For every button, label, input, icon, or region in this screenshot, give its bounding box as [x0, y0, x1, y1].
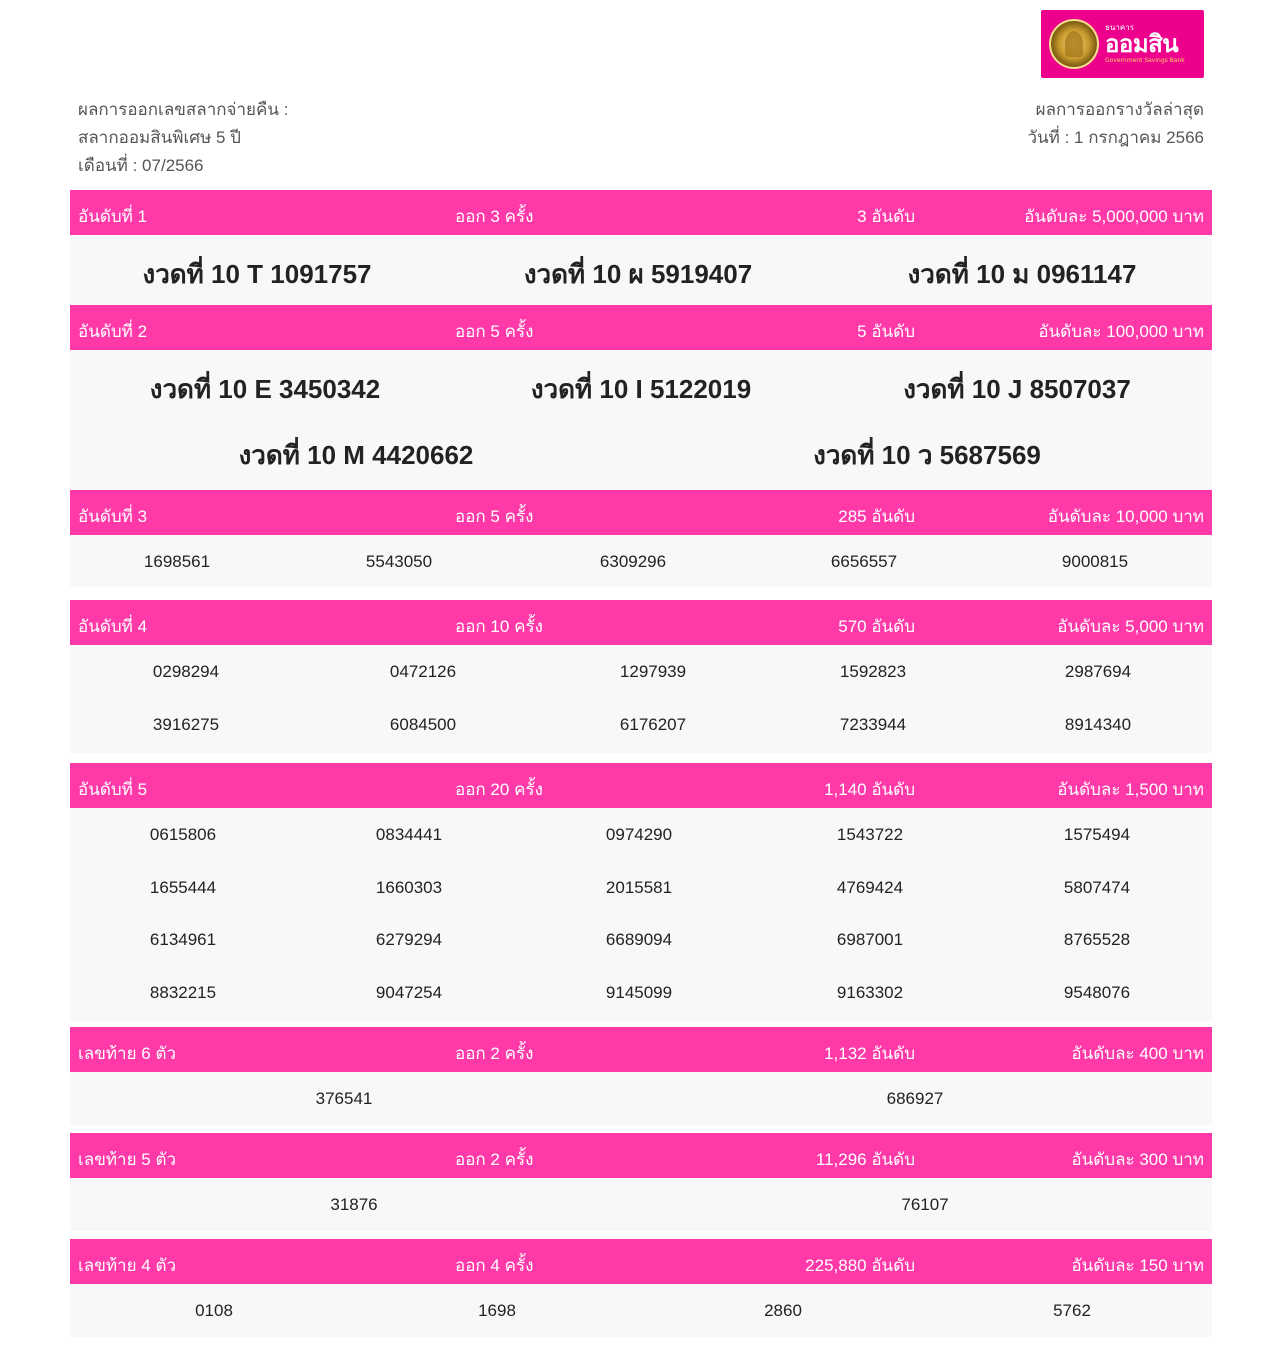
winning-number: 76107 [901, 1194, 949, 1214]
prize-header-bar: อันดับที่ 4 ออก 10 ครั้ง 570 อันดับ อันดับละ 5,000 บาท [70, 600, 1212, 645]
logo-brand-text: ออมสิน [1105, 30, 1179, 58]
winning-number: 6689094 [605, 929, 673, 949]
winning-number: 6987001 [836, 929, 904, 949]
prize-numbers-panel [70, 1072, 1212, 1125]
prize-amount: อันดับละ 1,500 บาท [1057, 780, 1204, 799]
prize-section [70, 190, 1212, 305]
prize-numbers-panel [70, 808, 1212, 1021]
winning-number: 5543050 [365, 551, 433, 571]
winning-number: งวดที่ 10 ผ 5919407 [523, 259, 753, 290]
prize-winner-count: 285 อันดับ [838, 507, 915, 526]
prize-header-bar: อันดับที่ 2 ออก 5 ครั้ง 5 อันดับ อันดับละ 100,000 บาท [70, 305, 1212, 350]
winning-number: งวดที่ 10 E 3450342 [149, 374, 381, 405]
winning-number: 6176207 [619, 714, 687, 734]
prize-amount: อันดับละ 10,000 บาท [1047, 507, 1204, 526]
prize-header-bar: อันดับที่ 3 ออก 5 ครั้ง 285 อันดับ อันดับละ 10,000 บาท [70, 490, 1212, 535]
info-product: สลากออมสินพิเศษ 5 ปี [78, 128, 241, 147]
prize-winner-count: 1,132 อันดับ [824, 1044, 915, 1063]
winning-number: 0472126 [389, 661, 457, 681]
prize-section [70, 1133, 1212, 1231]
prize-section [70, 1239, 1212, 1337]
prize-header-bar: เลขท้าย 6 ตัว ออก 2 ครั้ง 1,132 อันดับ อันดับละ 400 บาท [70, 1027, 1212, 1072]
winning-number: 9163302 [836, 982, 904, 1002]
prize-winner-count: 1,140 อันดับ [824, 780, 915, 799]
prize-numbers-panel [70, 235, 1212, 305]
prize-header-bar: อันดับที่ 5 ออก 20 ครั้ง 1,140 อันดับ อันดับละ 1,500 บาท [70, 763, 1212, 808]
winning-number: 2860 [764, 1300, 802, 1320]
prize-section [70, 1027, 1212, 1125]
winning-number: 4769424 [836, 877, 904, 897]
winning-number: 1297939 [619, 661, 687, 681]
prize-section [70, 305, 1212, 490]
prize-name: อันดับที่ 3 [78, 507, 148, 526]
winning-number: 9548076 [1063, 982, 1131, 1002]
prize-name: อันดับที่ 2 [78, 322, 148, 341]
winning-number: 8765528 [1063, 929, 1131, 949]
winning-number: 6279294 [375, 929, 443, 949]
logo-small-text: ธนาคาร [1105, 23, 1134, 32]
winning-number: 2987694 [1064, 661, 1132, 681]
prize-winner-count: 5 อันดับ [857, 322, 915, 341]
winning-number: งวดที่ 10 I 5122019 [530, 374, 752, 405]
prize-winner-count: 11,296 อันดับ [815, 1150, 915, 1169]
winning-number: 1592823 [839, 661, 907, 681]
winning-number: งวดที่ 10 M 4420662 [238, 440, 474, 471]
prize-amount: อันดับละ 150 บาท [1071, 1256, 1204, 1275]
winning-number: งวดที่ 10 ว 5687569 [813, 440, 1041, 471]
winning-number: 1698561 [143, 551, 211, 571]
winning-number: 8914340 [1064, 714, 1132, 734]
winning-number: 6084500 [389, 714, 457, 734]
winning-number: 1698 [478, 1300, 516, 1320]
winning-number: 6134961 [149, 929, 217, 949]
prize-section [70, 490, 1212, 587]
winning-number: งวดที่ 10 J 8507037 [903, 374, 1131, 405]
prize-numbers-panel [70, 1178, 1212, 1231]
winning-number: งวดที่ 10 ม 0961147 [907, 259, 1137, 290]
prize-amount: อันดับละ 5,000 บาท [1057, 617, 1204, 636]
prize-name: เลขท้าย 4 ตัว [78, 1256, 177, 1275]
winning-number: 2015581 [605, 877, 673, 897]
prize-winner-count: 570 อันดับ [838, 617, 915, 636]
prize-amount: อันดับละ 100,000 บาท [1038, 322, 1204, 341]
latest-result-date: วันที่ : 1 กรกฎาคม 2566 [1027, 128, 1204, 147]
prize-header-bar: เลขท้าย 4 ตัว ออก 4 ครั้ง 225,880 อันดับ อันดับละ 150 บาท [70, 1239, 1212, 1284]
winning-number: 6309296 [599, 551, 667, 571]
winning-number: 31876 [330, 1194, 378, 1214]
prize-numbers-panel [70, 645, 1212, 753]
winning-number: 376541 [315, 1088, 373, 1108]
winning-number: 9145099 [605, 982, 673, 1002]
prize-name: อันดับที่ 4 [78, 617, 148, 636]
info-month: เดือนที่ : 07/2566 [78, 156, 204, 175]
winning-number: 1575494 [1063, 824, 1131, 844]
bank-seal-icon [1049, 19, 1099, 69]
winning-number: 0834441 [375, 824, 443, 844]
prize-section [70, 600, 1212, 753]
winning-number: 0974290 [605, 824, 673, 844]
prize-name: อันดับที่ 1 [78, 207, 148, 226]
winning-number: 0298294 [152, 661, 220, 681]
latest-result-title: ผลการออกรางวัลล่าสุด [1035, 100, 1204, 119]
prize-name: เลขท้าย 5 ตัว [78, 1150, 177, 1169]
winning-number: 1543722 [836, 824, 904, 844]
winning-number: งวดที่ 10 T 1091757 [142, 259, 372, 290]
prize-winner-count: 3 อันดับ [857, 207, 915, 226]
latest-result-info [1027, 96, 1204, 152]
winning-number: 1660303 [375, 877, 443, 897]
prize-numbers-panel [70, 1284, 1212, 1337]
prize-amount: อันดับละ 300 บาท [1071, 1150, 1204, 1169]
winning-number: 0108 [195, 1300, 233, 1320]
lottery-info [78, 96, 288, 180]
prize-numbers-panel [70, 350, 1212, 490]
winning-number: 9000815 [1061, 551, 1129, 571]
prize-name: เลขท้าย 6 ตัว [78, 1044, 177, 1063]
prize-amount: อันดับละ 400 บาท [1071, 1044, 1204, 1063]
prize-section [70, 763, 1212, 1021]
prize-winner-count: 225,880 อันดับ [805, 1256, 915, 1275]
winning-number: 7233944 [839, 714, 907, 734]
info-title: ผลการออกเลขสลากจ่ายคืน : [78, 100, 289, 119]
winning-number: 5807474 [1063, 877, 1131, 897]
winning-number: 0615806 [149, 824, 217, 844]
winning-number: 686927 [886, 1088, 944, 1108]
winning-number: 9047254 [375, 982, 443, 1002]
winning-number: 1655444 [149, 877, 217, 897]
prize-name: อันดับที่ 5 [78, 780, 148, 799]
winning-number: 5762 [1053, 1300, 1091, 1320]
winning-number: 8832215 [149, 982, 217, 1002]
prize-header-bar: อันดับที่ 1 ออก 3 ครั้ง 3 อันดับ อันดับละ 5,000,000 บาท [70, 190, 1212, 235]
logo-sub-text: Government Savings Bank [1105, 57, 1185, 64]
prize-numbers-panel [70, 535, 1212, 587]
gsb-logo [1041, 10, 1204, 78]
prize-amount: อันดับละ 5,000,000 บาท [1024, 207, 1204, 226]
prize-header-bar: เลขท้าย 5 ตัว ออก 2 ครั้ง 11,296 อันดับ อันดับละ 300 บาท [70, 1133, 1212, 1178]
winning-number: 3916275 [152, 714, 220, 734]
winning-number: 6656557 [830, 551, 898, 571]
